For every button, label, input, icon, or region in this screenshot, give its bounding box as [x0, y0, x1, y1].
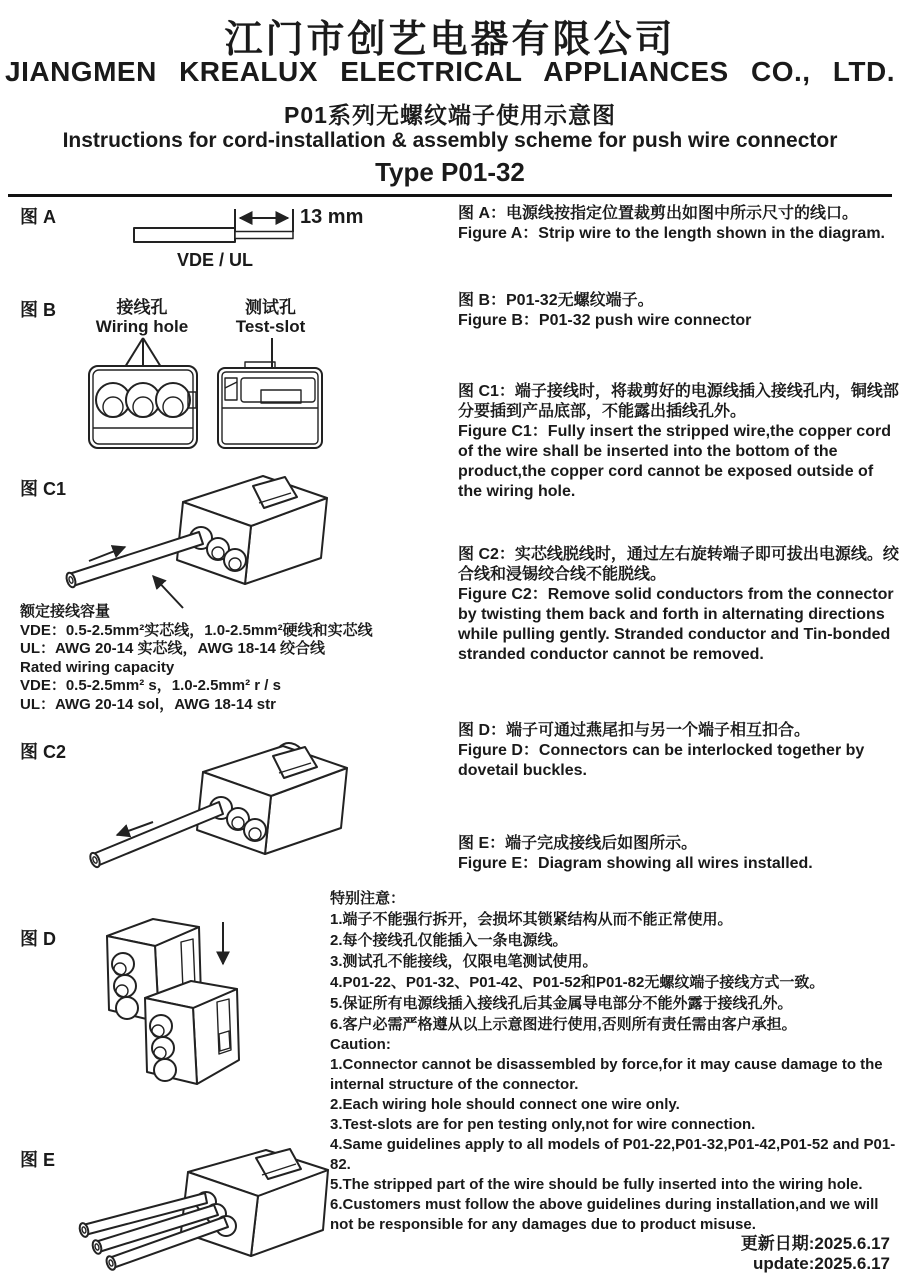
type-label: Type P01-32: [375, 157, 525, 187]
figure-c2-drawing: [75, 720, 365, 888]
figure-b-desc-cn: 图 B：P01-32无螺纹端子。: [458, 292, 654, 309]
figure-e-desc-en: Figure E：Diagram showing all wires installed.: [458, 855, 813, 872]
figure-e-description: [458, 834, 900, 874]
caution-item-en: 4.Same guidelines apply to all models of P01-22,P01-32,P01-42,P01-52 and P01-82.: [330, 1136, 896, 1173]
connector-body: [177, 476, 327, 584]
caution-item-cn: 5.保证所有电源线插入接线孔后其金属导电部分不能外露于接线孔外。: [330, 995, 793, 1012]
connector-front-view: [89, 366, 197, 448]
figure-c2-desc-cn: 图 C2：实芯线脱线时，通过左右旋转端子即可拔出电源线。绞合线和浸锡绞合线不能脱线。: [458, 546, 899, 583]
figure-e-label: 图 E: [20, 1150, 56, 1170]
standard-label: VDE / UL: [176, 250, 253, 270]
figure-c1-desc-en: Figure C1：Fully insert the stripped wire,the copper cord of the wire shall be inserted into the bottom of the product,the copper cord cannot be exposed outside of the wiring hole.: [458, 423, 891, 500]
figure-b-drawing: [85, 336, 330, 452]
header-divider: [8, 194, 892, 197]
caution-item-en: 1.Connector cannot be disassembled by force,for it may cause damage to the internal structure of the connector.: [330, 1056, 883, 1093]
capacity-vde-cn: VDE：0.5-2.5mm²实芯线，1.0-2.5mm²硬线和实芯线: [20, 621, 373, 639]
caution-item-cn: 1.端子不能强行拆开，会损坏其锁紧结构从而不能正常使用。: [330, 911, 733, 928]
connector-body: [197, 746, 347, 854]
update-date-en: update:2025.6.17: [752, 1254, 890, 1273]
figure-a-description: [458, 204, 900, 244]
figure-c1-desc-cn: 图 C1：端子接线时，将裁剪好的电源线插入接线孔内，铜线部分要插到产品底部，不能露出插线孔外。: [458, 383, 899, 420]
figure-c1-label: 图 C1: [20, 479, 67, 499]
wiring-hole-callout: [72, 298, 212, 336]
company-name-en: JIANGMEN KREALUX ELECTRICAL APPLIANCES CO., LTD.: [5, 56, 895, 87]
lower-connector: [145, 981, 239, 1084]
figure-d-drawing: [95, 912, 265, 1097]
removed-wire: [88, 802, 223, 868]
figure-d-desc-en: Figure D：Connectors can be interlocked together by dovetail buckles.: [458, 742, 865, 779]
caution-item-en: 2.Each wiring hole should connect one wire only.: [330, 1096, 680, 1113]
rated-capacity-block: [20, 603, 445, 714]
figure-a-label: 图 A: [20, 207, 56, 227]
figure-a-desc-cn: 图 A：电源线按指定位置裁剪出如图中所示尺寸的线口。: [458, 205, 859, 222]
wiring-hole-label-cn: 接线孔: [116, 298, 168, 317]
test-slot-callout: [203, 298, 338, 336]
connector-top-view: [218, 362, 322, 448]
stripped-wire: [134, 228, 293, 242]
capacity-title-en: Rated wiring capacity: [20, 658, 175, 676]
wiring-hole-label-en: Wiring hole: [95, 317, 189, 336]
capacity-ul-cn: UL：AWG 20-14 实芯线，AWG 18-14 绞合线: [20, 640, 326, 657]
test-slot-label-cn: 测试孔: [245, 298, 296, 317]
figure-d-description: [458, 721, 900, 781]
caution-item-en: 5.The stripped part of the wire should be fully inserted into the wiring hole.: [330, 1176, 863, 1193]
figure-b-description: [458, 291, 900, 331]
figure-e-desc-cn: 图 E：端子完成接线后如图所示。: [458, 835, 698, 852]
test-slot-label-en: Test-slot: [235, 317, 306, 336]
caution-item-cn: 2.每个接线孔仅能插入一条电源线。: [330, 932, 568, 949]
update-date-cn: 更新日期:2025.6.17: [740, 1234, 890, 1253]
caution-title-en: Caution:: [330, 1036, 391, 1053]
capacity-title-cn: 额定接线容量: [20, 603, 111, 620]
figure-c2-description: [458, 545, 900, 665]
figure-b-label: 图 B: [20, 300, 56, 320]
company-name-cn: 江门市创艺电器有限公司: [224, 19, 676, 61]
caution-title-cn: 特别注意：: [330, 890, 406, 907]
series-title-en: Instructions for cord-installation & assembly scheme for push wire connector: [62, 129, 838, 152]
figure-d-desc-cn: 图 D：端子可通过燕尾扣与另一个端子相互扣合。: [458, 722, 811, 739]
figure-e-drawing: [70, 1146, 340, 1278]
update-date-block: [560, 1234, 890, 1274]
caution-item-cn: 4.P01-22、P01-32、P01-42、P01-52和P01-82无螺纹端子接线方式一致。: [330, 974, 825, 991]
caution-item-cn: 6.客户必需严格遵从以上示意图进行使用,否则所有责任需由客户承担。: [330, 1016, 797, 1033]
capacity-ul-en: UL：AWG 20-14 sol，AWG 18-14 str: [20, 695, 276, 713]
figure-c1-drawing: [55, 462, 345, 610]
caution-item-cn: 3.测试孔不能接线，仅限电笔测试使用。: [330, 953, 598, 970]
capacity-vde-en: VDE：0.5-2.5mm² s，1.0-2.5mm² r / s: [20, 677, 281, 694]
figure-c2-desc-en: Figure C2：Remove solid conductors from the connector by twisting them back and forth in alternating directions while pulling gently. Stranded conductor and Tin-bonded stranded conductor cannot be removed.: [458, 586, 894, 663]
caution-block: [330, 888, 900, 1235]
figure-c1-description: [458, 382, 900, 502]
caution-item-en: 3.Test-slots are for pen testing only,not for wire connection.: [330, 1116, 756, 1133]
figure-d-label: 图 D: [20, 929, 56, 949]
caution-item-en: 6.Customers must follow the above guidelines during installation,and we will not be responsible for any damages due to product misuse.: [330, 1196, 879, 1233]
figure-c2-label: 图 C2: [20, 742, 67, 762]
dimension-arrow: [235, 209, 293, 232]
series-title-cn: P01系列无螺纹端子使用示意图: [284, 102, 616, 128]
figure-b-desc-en: Figure B：P01-32 push wire connector: [458, 312, 752, 329]
strip-length-value: 13 mm: [300, 206, 364, 228]
figure-a-desc-en: Figure A：Strip wire to the length shown in the diagram.: [458, 225, 885, 242]
